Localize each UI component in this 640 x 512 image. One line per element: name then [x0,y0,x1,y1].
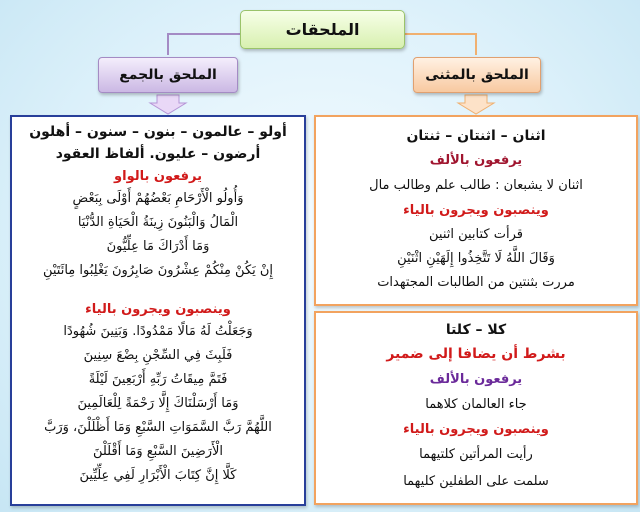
kila-condition: بشرط أن يضافا إلى ضمير [386,346,566,362]
kila-nasb-heading: وينصبون ويجرون بالياء [403,422,549,437]
page-title: الملحقات [285,20,360,39]
connector-to-dual [403,34,476,55]
dual-category-label: الملحق بالمثنى [425,67,529,83]
plural-raf-example-3: وَمَا أَدْرَاكَ مَا عِلِّيُّونَ [106,239,210,254]
plural-category-box [98,57,238,93]
dual-nasb-example-3: مررت بثنتين من الطالبات المجتهدات [377,275,575,290]
dual-nasb-example-1: قرأت كتابين اثنين [429,227,523,242]
dual-raf-heading: يرفعون بالألف [429,153,523,168]
dual-nasb-example-2: وَقَالَ اللَّهُ لَا تَتَّخِذُوا إِلَهَيْنِ اثْنَيْنِ [397,251,555,266]
connector-to-plural [168,34,240,55]
plural-raf-example-2: الْمَالُ وَالْبَنُونَ زِينَةُ الْحَيَاةِ الدُّنْيَا [77,215,239,230]
dual-raf-example: اثنان لا يشبعان : طالب علم وطالب مال [369,178,583,193]
plural-nasb-heading: وينصبون ويجرون بالياء [85,302,231,317]
plural-nasb-example-3: فَتَمَّ مِيقَاتُ رَبِّهِ أَرْبَعِينَ لَيْلَةً [88,372,228,387]
kila-nasb-example-2: سلمت على الطفلين كليهما [403,474,549,489]
dual-category-box [413,57,541,93]
arrow-down-plural-icon [150,95,186,114]
plural-nasb-example-1: وَجَعَلْتُ لَهُ مَالًا مَمْدُودًا. وَبَنِينَ شُهُودًا [63,324,253,339]
arrow-down-dual-icon [458,95,494,114]
kila-words: كلا – كلتا [445,322,507,338]
plural-category-label: الملحق بالجمع [119,67,217,83]
dual-nasb-heading: وينصبون ويجرون بالياء [403,203,549,218]
kila-nasb-example-1: رأيت المرأتين كلتيهما [419,447,533,462]
plural-words-line1: أولو – عالمون – بنون – سنون – أهلون [29,124,287,140]
plural-raf-heading: يرفعون بالواو [114,169,202,184]
plural-panel [10,115,306,506]
kila-raf-example: جاء العالمان كلاهما [425,397,527,412]
plural-raf-example-4: إِنْ يَكُنْ مِنْكُمْ عِشْرُونَ صَابِرُونَ يَغْلِبُوا مِائَتَيْنِ [42,263,274,278]
plural-nasb-example-7: كَلَّا إِنَّ كِتَابَ الْأَبْرَارِ لَفِي عِلِّيِّينَ [79,468,237,483]
title-box [240,10,405,49]
plural-nasb-example-2: فَلَبِثَ فِي السِّجْنِ بِضْعَ سِنِينَ [83,348,233,363]
dual-words: اثنان – اثنتان – ثنتان [406,128,546,144]
kila-panel [314,311,638,505]
plural-nasb-example-6: الْأَرَضِينَ السَّبْعِ وَمَا أَقْلَلْنَ [92,444,224,459]
plural-words-line2: أرضون – عليون. ألفاظ العقود [55,146,261,162]
plural-nasb-example-5: اللَّهُمَّ رَبَّ السَّمَوَاتِ السَّبْعِ وَمَا أَظْلَلْنَ، وَرَبَّ [44,420,272,435]
plural-raf-example-1: وَأُولُو الْأَرْحَامِ بَعْضُهُمْ أَوْلَى بِبَعْضٍ [72,191,244,206]
dual-panel [314,115,638,306]
plural-nasb-example-4: وَمَا أَرْسَلْنَاكَ إِلَّا رَحْمَةً لِلْعَالَمِينَ [77,396,239,411]
kila-raf-heading: يرفعون بالألف [429,372,523,387]
